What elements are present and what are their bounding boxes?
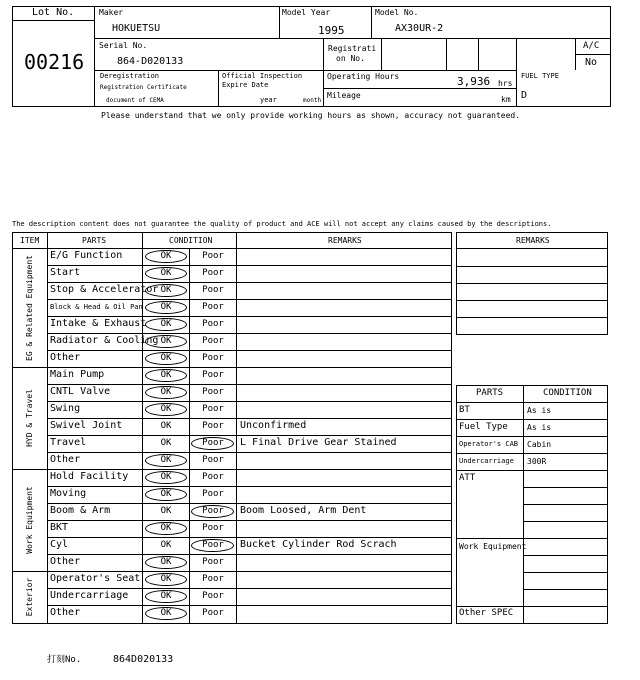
remark-text: Bucket Cylinder Rod Scrach [240, 539, 397, 550]
ok-circle-mark [145, 250, 187, 263]
condition-ok: OK [160, 523, 172, 533]
part-label: BKT [50, 522, 69, 533]
poor-circle-mark [191, 539, 234, 552]
poor-circle-mark [191, 437, 234, 450]
condition-poor: Poor [202, 302, 224, 312]
condition-poor: Poor [202, 370, 224, 380]
part-label: Swivel Joint [50, 420, 123, 431]
part-label: Boom & Arm [50, 505, 111, 516]
condition-ok: OK [160, 404, 172, 414]
condition-ok: OK [160, 387, 172, 397]
part-label: Block & Head & Oil Pan [50, 303, 143, 311]
ok-circle-mark [145, 284, 187, 297]
lot-number: 00216 [24, 50, 85, 74]
part-label: Undercarriage [50, 590, 129, 601]
condition-ok: OK [160, 302, 172, 312]
side-part-undercarriage: Undercarriage [459, 457, 514, 465]
remark-text: L Final Drive Gear Stained [240, 437, 397, 448]
model-no-label: Model No. [375, 8, 419, 17]
ac-value: No [585, 57, 598, 68]
part-label: E/G Function [50, 250, 123, 261]
hours-note: Please understand that we only provide working hours as shown, accuracy not guaranteed. [101, 111, 521, 120]
side-part-fuel-type: Fuel Type [459, 422, 508, 432]
side-part-bt: BT [459, 405, 470, 415]
col-condition-header: CONDITION [169, 236, 213, 245]
disclaimer: The description content does not guarantee the quality of product and ACE will not accept any claims caused by the descriptions. [12, 220, 552, 228]
ok-circle-mark [145, 573, 187, 586]
ok-circle-mark [145, 267, 187, 280]
side-cond-bt: As is [527, 406, 552, 415]
condition-ok: OK [160, 455, 172, 465]
fuel-type-value: D [521, 90, 528, 101]
part-label: Other [50, 454, 81, 465]
condition-ok: OK [160, 591, 172, 601]
operating-hours-label: Operating Hours [327, 72, 400, 81]
registration-label-1: Registrati [328, 44, 377, 53]
condition-poor: Poor [202, 319, 224, 329]
part-label: Cyl [50, 539, 69, 550]
group-label: EG & Related Equipment [25, 254, 34, 361]
part-label: Stop & Accelerator [50, 284, 159, 295]
condition-ok: OK [160, 353, 172, 363]
side-cond-undercarriage: 300R [527, 457, 547, 466]
part-label: Other [50, 556, 81, 567]
remark-text: Boom Loosed, Arm Dent [240, 505, 367, 516]
fuel-type-label: FUEL TYPE [521, 72, 559, 80]
lot-label: Lot No. [32, 7, 75, 18]
condition-poor: Poor [202, 455, 224, 465]
condition-ok: OK [160, 574, 172, 584]
part-label: Radiator & Cooling [50, 335, 159, 346]
part-label: Intake & Exhaust [50, 318, 147, 329]
group-label: HYD & Travel [25, 389, 34, 447]
condition-ok: OK [160, 285, 172, 295]
condition-poor: Poor [202, 591, 224, 601]
maker-value: HOKUETSU [112, 23, 161, 34]
condition-ok: OK [160, 540, 172, 550]
part-label: Start [50, 267, 81, 278]
ok-circle-mark [145, 556, 187, 569]
ok-circle-mark [145, 522, 187, 535]
side-parts-header: PARTS [476, 388, 504, 398]
serial-value: 864-D020133 [117, 56, 184, 67]
inspection-label-1: Official Inspection [222, 72, 303, 80]
condition-ok: OK [160, 319, 172, 329]
model-year-value: 1995 [318, 24, 345, 37]
km-unit: km [501, 95, 511, 104]
condition-ok: OK [160, 370, 172, 380]
condition-poor: Poor [202, 251, 224, 261]
part-label: Operator's Seat [50, 573, 141, 584]
year-label: year [260, 96, 277, 104]
condition-poor: Poor [202, 506, 224, 516]
ok-circle-mark [145, 301, 187, 314]
condition-poor: Poor [202, 438, 224, 448]
condition-poor: Poor [202, 268, 224, 278]
condition-ok: OK [160, 268, 172, 278]
side-cond-operator-cab: Cabin [527, 440, 552, 449]
col-remarks-header: REMARKS [328, 236, 362, 245]
ok-circle-mark [145, 386, 187, 399]
part-label: Moving [50, 488, 87, 499]
registration-certificate-label: Registration Certificate [100, 84, 187, 91]
condition-ok: OK [160, 336, 172, 346]
ok-circle-mark [145, 403, 187, 416]
inspection-label-2: Expire Date [222, 81, 269, 89]
group-label: Work Equipment [25, 486, 34, 554]
condition-poor: Poor [202, 557, 224, 567]
ok-circle-mark [145, 335, 187, 348]
ok-circle-mark [145, 471, 187, 484]
condition-poor: Poor [202, 387, 224, 397]
col-item-header: ITEM [20, 236, 40, 245]
condition-ok: OK [160, 506, 172, 516]
side-cond-fuel-type: As is [527, 423, 552, 432]
part-label: Other [50, 607, 81, 618]
month-label: month [303, 97, 322, 104]
condition-poor: Poor [202, 489, 224, 499]
part-label: Hold Facility [50, 471, 129, 482]
condition-ok: OK [160, 472, 172, 482]
side-part-operator-cab: Operator's CAB [459, 440, 519, 448]
part-label: Swing [50, 403, 81, 414]
group-label: Exterior [25, 577, 34, 616]
condition-poor: Poor [202, 608, 224, 618]
side-att-label: ATT [459, 473, 476, 483]
ok-circle-mark [145, 369, 187, 382]
condition-poor: Poor [202, 472, 224, 482]
hrs-unit: hrs [498, 79, 513, 88]
side-condition-header: CONDITION [543, 388, 592, 398]
side-remarks-header: REMARKS [516, 236, 550, 245]
condition-poor: Poor [202, 421, 224, 431]
condition-poor: Poor [202, 404, 224, 414]
model-year-label: Model Year [282, 8, 331, 17]
ok-circle-mark [145, 488, 187, 501]
deregistration-label: Deregistration [100, 72, 160, 80]
part-label: Travel [50, 437, 87, 448]
condition-ok: OK [160, 489, 172, 499]
condition-poor: Poor [202, 353, 224, 363]
poor-circle-mark [191, 505, 234, 518]
part-label: Other [50, 352, 81, 363]
condition-poor: Poor [202, 285, 224, 295]
condition-ok: OK [160, 421, 172, 431]
side-work-equipment-label: Work Equipment [459, 542, 527, 551]
condition-poor: Poor [202, 523, 224, 533]
side-other-spec-label: Other SPEC [459, 608, 514, 618]
ok-circle-mark [145, 607, 187, 620]
ok-circle-mark [145, 352, 187, 365]
serial-label: Serial No. [99, 41, 148, 50]
ac-label: A/C [583, 41, 600, 51]
model-no-value: AX30UR-2 [395, 23, 444, 34]
condition-ok: OK [160, 438, 172, 448]
registration-label-2: on No. [336, 54, 365, 63]
condition-poor: Poor [202, 336, 224, 346]
condition-poor: Poor [202, 540, 224, 550]
part-label: Main Pump [50, 369, 105, 380]
condition-poor: Poor [202, 574, 224, 584]
condition-ok: OK [160, 251, 172, 261]
condition-ok: OK [160, 608, 172, 618]
condition-ok: OK [160, 557, 172, 567]
col-parts-header: PARTS [82, 236, 107, 245]
mileage-label: Mileage [327, 91, 361, 100]
operating-hours-value: 3,936 [457, 75, 491, 88]
ok-circle-mark [145, 318, 187, 331]
part-label: CNTL Valve [50, 386, 111, 397]
remark-text: Unconfirmed [240, 420, 307, 431]
ok-circle-mark [145, 454, 187, 467]
cema-label: document of CEMA [106, 97, 164, 104]
maker-label: Maker [99, 8, 124, 17]
footer-value: 864D020133 [113, 654, 174, 665]
footer-label: 打刻No. [47, 655, 82, 665]
ok-circle-mark [145, 590, 187, 603]
